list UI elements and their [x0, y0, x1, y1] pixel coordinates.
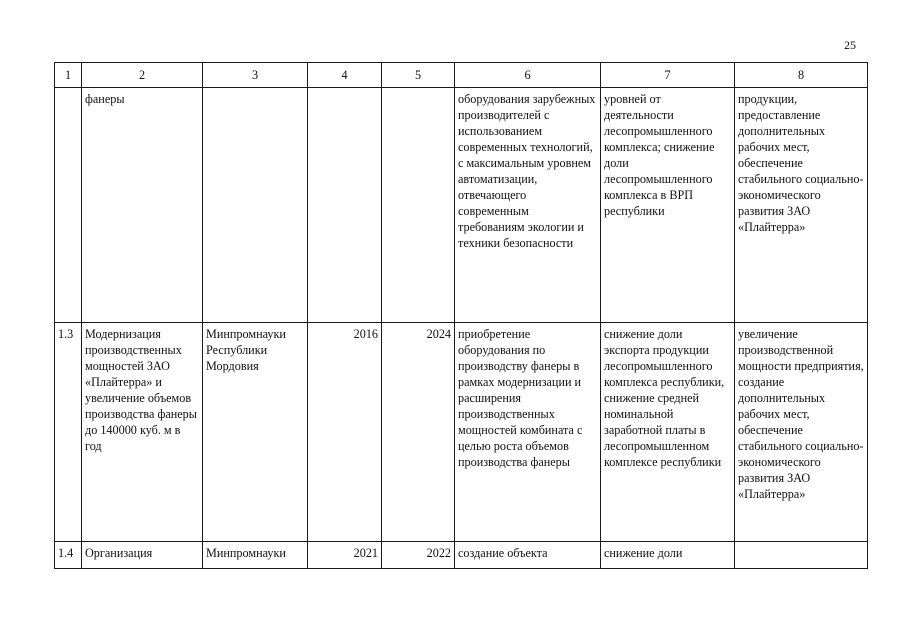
row-number: 1.4 [55, 542, 82, 569]
column-header: 4 [308, 63, 382, 88]
header-row [55, 63, 868, 88]
measure-name: Модернизация производственных мощностей ЗАО «Плайтерра» и увеличение объемов производства фанеры до 140000 куб. м в год [82, 323, 203, 542]
start-year: 2021 [308, 542, 382, 569]
executor [203, 88, 308, 323]
column-header: 8 [735, 63, 868, 88]
expected-results: продукции, предоставление дополнительных рабочих мест, обеспечение стабильного социально-экономического развития ЗАО «Плайтерра» [735, 88, 868, 323]
row-number: 1.3 [55, 323, 82, 542]
end-year [382, 88, 455, 323]
consequences: снижение доли [601, 542, 735, 569]
table-row [55, 542, 868, 569]
expected-results [735, 542, 868, 569]
expected-results: увеличение производственной мощности предприятия, создание дополнительных рабочих мест, обеспечение стабильного социально-экономического развития ЗАО «Плайтерра» [735, 323, 868, 542]
consequences: уровней от деятельности лесопромышленного комплекса; снижение доли лесопромышленного комплекса в ВРП республики [601, 88, 735, 323]
table-row [55, 323, 868, 542]
table-row [55, 88, 868, 323]
measures-table [54, 62, 868, 569]
measure-content: оборудования зарубежных производителей с использованием современных технологий, с максимальным уровнем автоматизации, отвечающего современным требованиям экологии и техники безопасности [455, 88, 601, 323]
executor: Минпромнауки Республики Мордовия [203, 323, 308, 542]
column-header: 1 [55, 63, 82, 88]
column-header: 3 [203, 63, 308, 88]
row-number [55, 88, 82, 323]
column-header: 2 [82, 63, 203, 88]
measure-content: создание объекта [455, 542, 601, 569]
measure-name: Организация [82, 542, 203, 569]
page-number: 25 [844, 38, 856, 52]
column-header: 7 [601, 63, 735, 88]
end-year: 2022 [382, 542, 455, 569]
column-header: 5 [382, 63, 455, 88]
start-year: 2016 [308, 323, 382, 542]
measure-content: приобретение оборудования по производству фанеры в рамках модернизации и расширения производственных мощностей комбината с целью роста объемов производства фанеры [455, 323, 601, 542]
measure-name: фанеры [82, 88, 203, 323]
consequences: снижение доли экспорта продукции лесопромышленного комплекса республики, снижение средней номинальной заработной платы в лесопромышленном комплексе республики [601, 323, 735, 542]
executor: Минпромнауки [203, 542, 308, 569]
column-header: 6 [455, 63, 601, 88]
end-year: 2024 [382, 323, 455, 542]
start-year [308, 88, 382, 323]
